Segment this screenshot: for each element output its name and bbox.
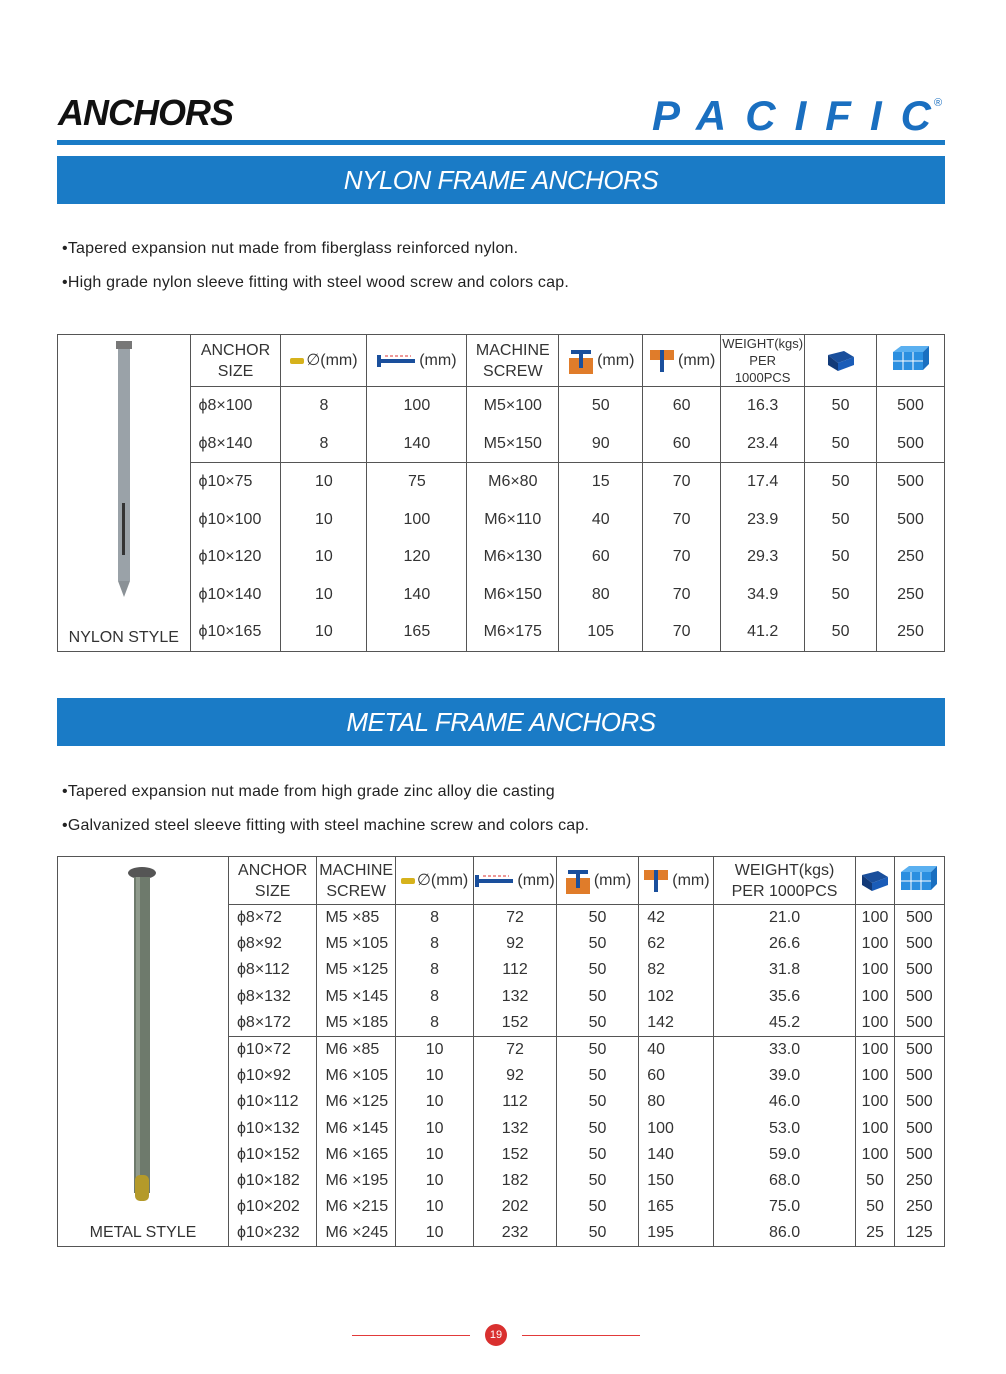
col-machine-screw: MACHINE SCREW bbox=[317, 857, 395, 905]
nylon-bullet-1: • Tapered expansion nut made from fiberglass reinforced nylon. bbox=[62, 240, 518, 258]
metal-anchor-image bbox=[122, 865, 162, 1205]
nylon-group-2: ϕ10×75 ϕ10×100 ϕ10×120 ϕ10×140 ϕ10×165 10 10 10 10 10 75 100 120 140 165 M6×80 M6×110 M6×130 M6×150 M6×175 15 40 60 80 105 70 70 70 70 70 17.4 23.9 29.3 34.9 41.2 50 50 50 50 50 500 500 250 250 250 bbox=[58, 463, 945, 652]
box-icon bbox=[860, 865, 890, 891]
col-length: (mm) bbox=[367, 335, 467, 387]
col-carton bbox=[894, 857, 944, 905]
length-arrow-icon bbox=[475, 873, 515, 889]
nylon-banner: NYLON FRAME ANCHORS bbox=[57, 156, 945, 204]
carton-icon bbox=[891, 344, 931, 372]
col-weight: WEIGHT(kgs) PER 1000PCS bbox=[722, 336, 804, 385]
metal-group-1: ϕ8×72 ϕ8×92 ϕ8×112 ϕ8×132 ϕ8×172 M5 ×85 M5 ×105 M5 ×125 M5 ×145 M5 ×185 8 8 8 8 8 72 92 112 132 152 50 50 50 50 50 42 62 82 102 142 21.0 26.6 31.8 35.6 45.2 100 100 100 100 100 500 500 500 500 500 bbox=[58, 905, 945, 1037]
svg-text:PACIFIC: PACIFIC bbox=[652, 94, 930, 136]
col-fixture-depth: (mm) bbox=[556, 857, 638, 905]
col-carton bbox=[877, 335, 945, 387]
col-diameter: ∅(mm) bbox=[395, 857, 473, 905]
fixture-depth-icon bbox=[564, 868, 592, 894]
page-title: ANCHORS bbox=[58, 92, 234, 133]
length-arrow-icon bbox=[377, 353, 417, 369]
col-anchor-size: ANCHOR SIZE bbox=[228, 857, 316, 905]
footer-rule-right bbox=[522, 1335, 640, 1336]
metal-banner: METAL FRAME ANCHORS bbox=[57, 698, 945, 746]
pacific-logo bbox=[652, 94, 944, 136]
metal-group-2: ϕ10×72 ϕ10×92 ϕ10×112 ϕ10×132 ϕ10×152 ϕ10×182 ϕ10×202 ϕ10×232 M6 ×85 M6 ×105 M6 ×125 M6 ×145 M6 ×165 M6 ×195 M6 ×215 M6 ×245 10 10 10 10 10 10 10 10 72 92 112 132 152 182 202 232 50 50 50 50 50 50 50 50 40 60 80 100 140 150 165 195 33.0 39.0 46.0 53.0 59.0 68.0 75.0 86.0 100 100 100 100 100 50 50 25 500 500 500 500 500 250 250 125 bbox=[58, 1036, 945, 1247]
header-rule bbox=[57, 140, 945, 145]
drill-bit-icon bbox=[290, 358, 304, 364]
svg-text:®: ® bbox=[934, 97, 943, 109]
metal-photo-cell bbox=[58, 857, 229, 1247]
metal-spec-table bbox=[57, 856, 945, 1247]
nylon-spec-table bbox=[57, 334, 945, 652]
metal-style-label: METAL STYLE bbox=[89, 1224, 197, 1242]
box-icon bbox=[826, 345, 856, 371]
col-embed-depth: (mm) bbox=[639, 857, 713, 905]
fixture-depth-icon bbox=[567, 348, 595, 374]
nylon-group-1: ϕ8×100 ϕ8×140 8 8 100 140 M5×100 M5×150 50 90 60 60 16.3 23.4 50 50 500 500 bbox=[58, 387, 945, 463]
embed-depth-icon bbox=[642, 868, 670, 894]
col-box bbox=[805, 335, 877, 387]
metal-bullet-2: • Galvanized steel sleeve fitting with steel machine screw and colors cap. bbox=[62, 817, 589, 835]
page-number: 19 bbox=[485, 1324, 507, 1346]
col-length: (mm) bbox=[474, 857, 556, 905]
nylon-anchor-image bbox=[94, 341, 154, 603]
col-embed-depth: (mm) bbox=[643, 335, 721, 387]
drill-bit-icon bbox=[401, 878, 415, 884]
nylon-photo-cell bbox=[58, 335, 191, 652]
metal-bullet-1: • Tapered expansion nut made from high grade zinc alloy die casting bbox=[62, 783, 555, 801]
carton-icon bbox=[899, 864, 939, 892]
col-fixture-depth: (mm) bbox=[559, 335, 643, 387]
col-box bbox=[856, 857, 894, 905]
embed-depth-icon bbox=[648, 348, 676, 374]
col-weight: WEIGHT(kgs) PER 1000PCS bbox=[713, 857, 856, 905]
col-anchor-size: ANCHOR SIZE bbox=[190, 335, 281, 387]
nylon-style-label: NYLON STYLE bbox=[68, 628, 179, 646]
footer-rule-left bbox=[352, 1335, 470, 1336]
col-machine-screw: MACHINE SCREW bbox=[467, 335, 559, 387]
col-diameter: ∅(mm) bbox=[281, 335, 367, 387]
nylon-bullet-2: • High grade nylon sleeve fitting with steel wood screw and colors cap. bbox=[62, 274, 569, 292]
